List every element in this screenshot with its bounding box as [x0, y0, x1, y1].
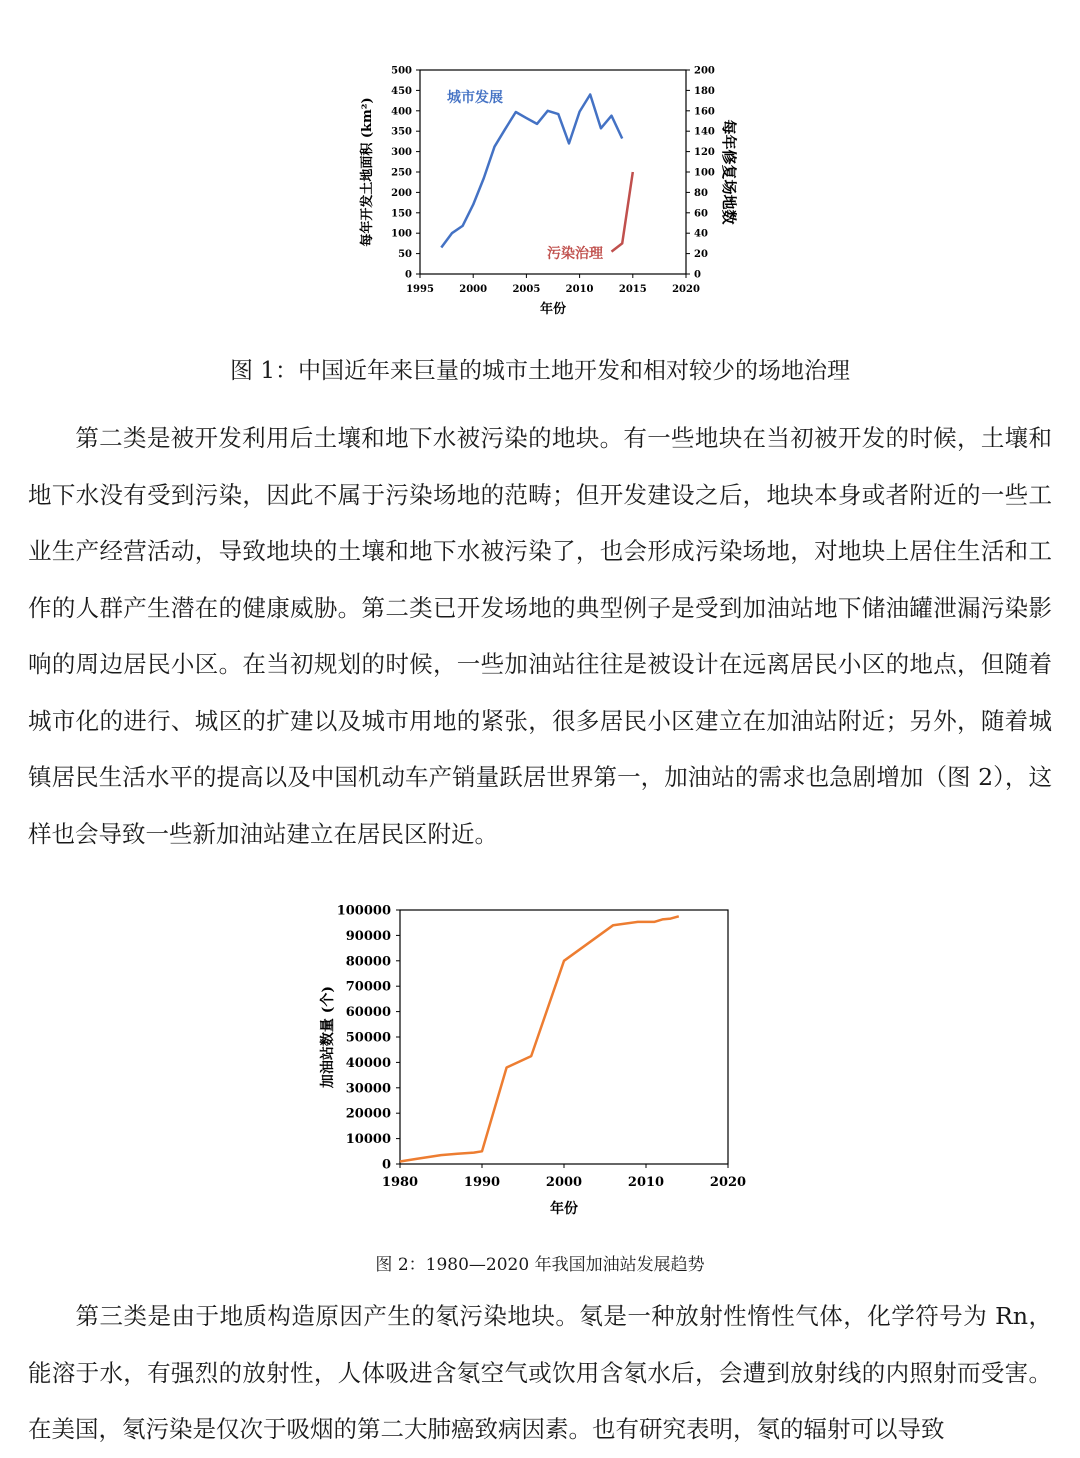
figure1-chart: [340, 55, 760, 330]
figure2-x-tick-label: 2020: [709, 1175, 747, 1190]
figure2-y-tick-label: 10000: [345, 1132, 391, 1148]
figure2-y-tick-label: 20000: [345, 1106, 391, 1122]
figure1-left-tick-label: 250: [391, 167, 412, 179]
figure1-right-tick-label: 200: [694, 65, 715, 77]
figure1-left-tick-label: 200: [391, 187, 412, 199]
figure2-y-tick-label: 80000: [345, 954, 391, 970]
figure1-left-tick-label: 450: [391, 85, 412, 97]
figure1-xlabel: 年份: [539, 302, 567, 317]
figure1-right-tick-label: 20: [694, 249, 708, 261]
figure2-x-tick-label: 1990: [463, 1175, 501, 1190]
figure1-left-tick-label: 500: [391, 65, 412, 77]
figure2-y-tick-label: 100000: [336, 903, 391, 919]
figure2-y-tick-label: 90000: [345, 928, 391, 944]
paragraph-2-text: 第二类是被开发利用后土壤和地下水被污染的地块。有一些地块在当初被开发的时候，土壤和地下水没有受到污染，因此不属于污染场地的范畴；但开发建设之后，地块本身或者附近的一些工业生产经营活动，导致地块的土壤和地下水被污染了，也会形成污染场地，对地块上居住生活和工作的人群产生潜在的健康威胁。第二类已开发场地的典型例子是受到加油站地下储油罐泄漏污染影响的周边居民小区。在当初规划的时候，一些加油站往往是被设计在远离居民小区的地点，但随着城市化的进行、城区的扩建以及城市用地的紧张，很多居民小区建立在加油站附近；另外，随着城镇居民生活水平的提高以及中国机动车产销量跃居世界第一，加油站的需求也急剧增加（图 2），这样也会导致一些新加油站建立在居民区附近。: [28, 424, 1052, 848]
figure1-right-tick-label: 120: [694, 147, 715, 159]
figure1-caption: 图 1：中国近年来巨量的城市土地开发和相对较少的场地治理: [230, 358, 850, 384]
paragraph-2: [28, 410, 1052, 862]
figure2-caption: 图 2：1980—2020 年我国加油站发展趋势: [375, 1255, 705, 1275]
figure1-left-tick-label: 350: [391, 126, 412, 138]
figure1-right-tick-label: 0: [694, 269, 701, 281]
figure2-y-tick-label: 60000: [345, 1005, 391, 1021]
figure1-right-tick-label: 100: [694, 167, 715, 179]
figure1-left-tick-label: 0: [405, 269, 412, 281]
figure1-right-tick-label: 80: [694, 187, 708, 199]
figure2-y-tick-label: 70000: [345, 979, 391, 995]
paragraph-3-text: 第三类是由于地质构造原因产生的氡污染地块。氡是一种放射性惰性气体，化学符号为 Rn，能溶于水，有强烈的放射性，人体吸进含氡空气或饮用含氡水后，会遭到放射线的内照射而受害。在美国，氡污染是仅次于吸烟的第二大肺癌致病因素。也有研究表明，氡的辐射可以导致: [28, 1302, 1052, 1443]
figure1-left-tick-label: 100: [391, 228, 412, 240]
figure2-xlabel: 年份: [550, 1201, 578, 1217]
paragraph-3: [28, 1288, 1052, 1458]
figure1-x-tick-label: 2020: [672, 284, 700, 295]
figure2-y-tick-label: 40000: [345, 1055, 391, 1071]
figure1-left-tick-label: 150: [391, 208, 412, 220]
figure1-ylabel-right: 每年修复场地数: [720, 119, 738, 225]
figure2-y-tick-label: 50000: [345, 1030, 391, 1046]
figure1-x-tick-label: 2010: [565, 284, 594, 295]
figure2-y-tick-label: 0: [381, 1157, 391, 1173]
figure1-right-tick-label: 160: [694, 106, 715, 118]
figure1-series-label-remediation: 污染治理: [547, 246, 603, 262]
figure1-x-tick-label: 2015: [618, 284, 647, 295]
figure1-left-tick-label: 50: [398, 249, 412, 261]
figure1-series-line-remediation: [612, 172, 633, 252]
figure2-x-tick-label: 2000: [545, 1175, 583, 1190]
figure1-series-line-urban: [441, 95, 622, 248]
figure1-x-tick-label: 1995: [406, 284, 434, 295]
figure1-right-tick-label: 180: [694, 85, 715, 97]
figure2-plot-area: [400, 910, 728, 1164]
figure2-chart: [310, 895, 760, 1225]
figure1-series-label-urban: 城市发展: [447, 90, 503, 106]
figure2-x-tick-label: 2010: [627, 1175, 665, 1190]
figure2-y-tick-label: 30000: [345, 1081, 391, 1097]
figure1-right-tick-label: 140: [694, 126, 715, 138]
figure2-x-tick-label: 1980: [381, 1175, 419, 1190]
figure2-series-line: [400, 916, 679, 1161]
figure1-left-tick-label: 300: [391, 147, 412, 159]
figure1-ylabel-left: 每年开发土地面积 (km²): [360, 97, 375, 247]
figure1-x-tick-label: 2005: [512, 284, 541, 295]
figure1-right-tick-label: 40: [694, 228, 708, 240]
figure1-x-tick-label: 2000: [459, 284, 488, 295]
figure1-left-tick-label: 400: [391, 106, 412, 118]
figure2-ylabel: 加油站数量 (个): [320, 985, 336, 1089]
figure1-right-tick-label: 60: [694, 208, 708, 220]
